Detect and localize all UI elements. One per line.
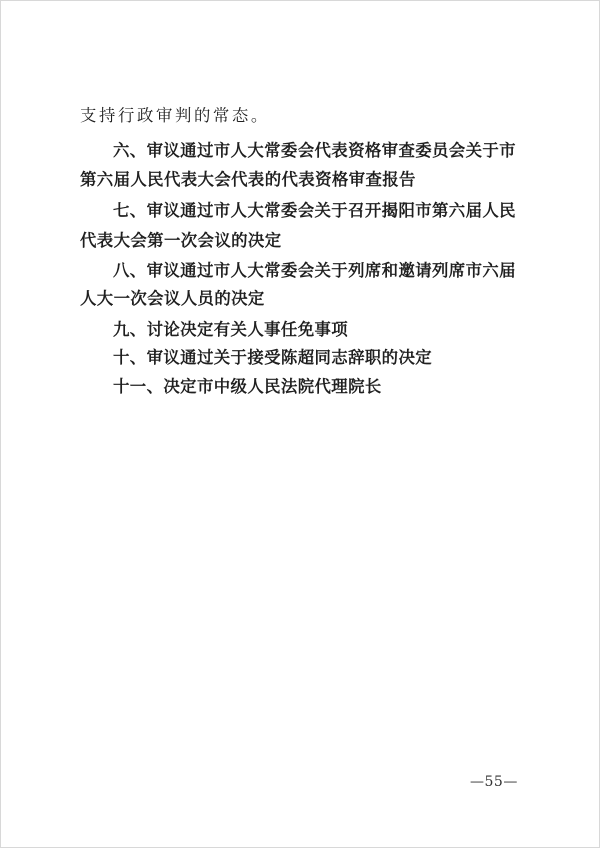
agenda-item-8-line-1: 八、审议通过市人大常委会关于列席和邀请列席市六届 [113,261,516,280]
page-number: —55— [470,774,518,790]
agenda-item-7-line-2: 代表大会第一次会议的决定 [80,231,282,250]
agenda-item-8-line-2: 人大一次会议人员的决定 [80,289,265,308]
agenda-item-6-line-2: 第六届人民代表大会代表的代表资格审查报告 [80,170,416,189]
agenda-item-11: 十一、决定市中级人民法院代理院长 [113,377,382,396]
agenda-item-9: 九、讨论决定有关人事任免事项 [113,320,349,339]
agenda-item-6-line-1: 六、审议通过市人大常委会代表资格审查委员会关于市 [113,141,516,160]
text-line-continuation: 支持行政审判的常态。 [80,106,270,125]
agenda-item-10: 十、审议通过关于接受陈超同志辞职的决定 [113,348,433,367]
agenda-item-7-line-1: 七、审议通过市人大常委会关于召开揭阳市第六届人民 [113,201,516,220]
